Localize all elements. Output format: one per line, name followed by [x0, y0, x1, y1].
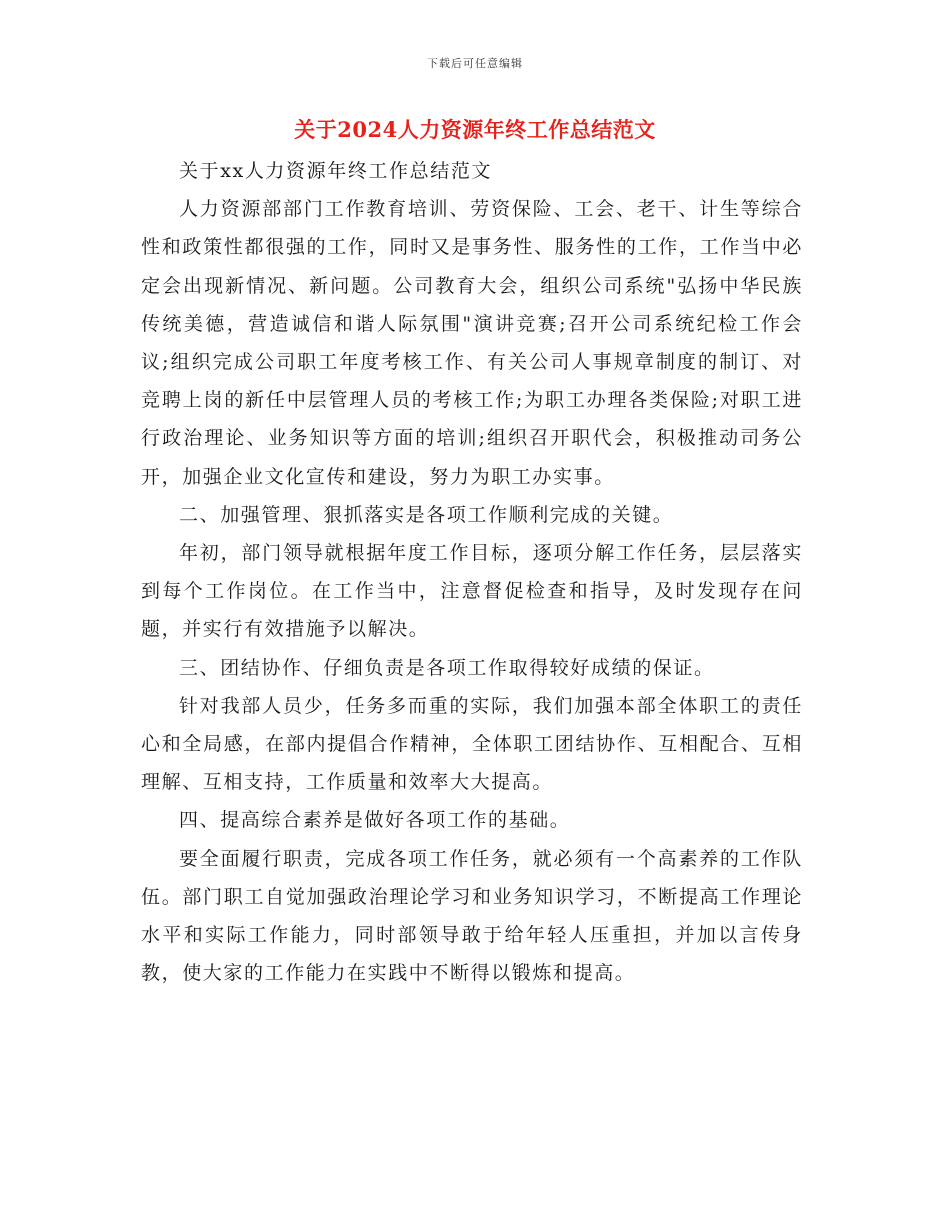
subtitle-paragraph: 关于xx人力资源年终工作总结范文	[179, 160, 493, 182]
section-body-3: 针对我部人员少，任务多而重的实际，我们加强本部全体职工的责任心和全局感，在部内提倡合作精神，全体职工团结协作、互相配合、互相理解、互相支持，工作质量和效率大大提高。	[141, 694, 803, 794]
section-heading-2: 二、加强管理、狠抓落实是各项工作顺利完成的关键。	[179, 503, 674, 526]
document-title: 关于2024人力资源年终工作总结范文	[294, 117, 656, 142]
section-body-2: 年初，部门领导就根据年度工作目标，逐项分解工作任务，层层落实到每个工作岗位。在工作当中，注意督促检查和指导，及时发现存在问题，并实行有效措施予以解决。	[141, 542, 803, 641]
section-heading-3: 三、团结协作、仔细负责是各项工作取得较好成绩的保证。	[179, 656, 715, 679]
section-body-4: 要全面履行职责，完成各项工作任务，就必须有一个高素养的工作队伍。部门职工自觉加强政治理论学习和业务知识学习，不断提高工作理论水平和实际工作能力，同时部领导敢于给年轻人压重担，并加以言传身教，使大家的工作能力在实践中不断得以锻炼和提高。	[141, 847, 803, 985]
section-heading-4: 四、提高综合素养是做好各项工作的基础。	[179, 809, 571, 832]
header-note: 下载后可任意编辑	[427, 57, 523, 70]
document-body	[141, 152, 803, 992]
intro-paragraph: 人力资源部部门工作教育培训、劳资保险、工会、老干、计生等综合性和政策性都很强的工作，同时又是事务性、服务性的工作，工作当中必定会出现新情况、新问题。公司教育大会，组织公司系统"弘扬中华民族传统美德，营造诚信和谐人际氛围"演讲竞赛;召开公司系统纪检工作会议;组织完成公司职工年度考核工作、有关公司人事规章制度的制订、对竞聘上岗的新任中层管理人员的考核工作;为职工办理各类保险;对职工进行政治理论、业务知识等方面的培训;组织召开职代会，积极推动司务公开，加强企业文化宣传和建设，努力为职工办实事。	[141, 198, 803, 488]
